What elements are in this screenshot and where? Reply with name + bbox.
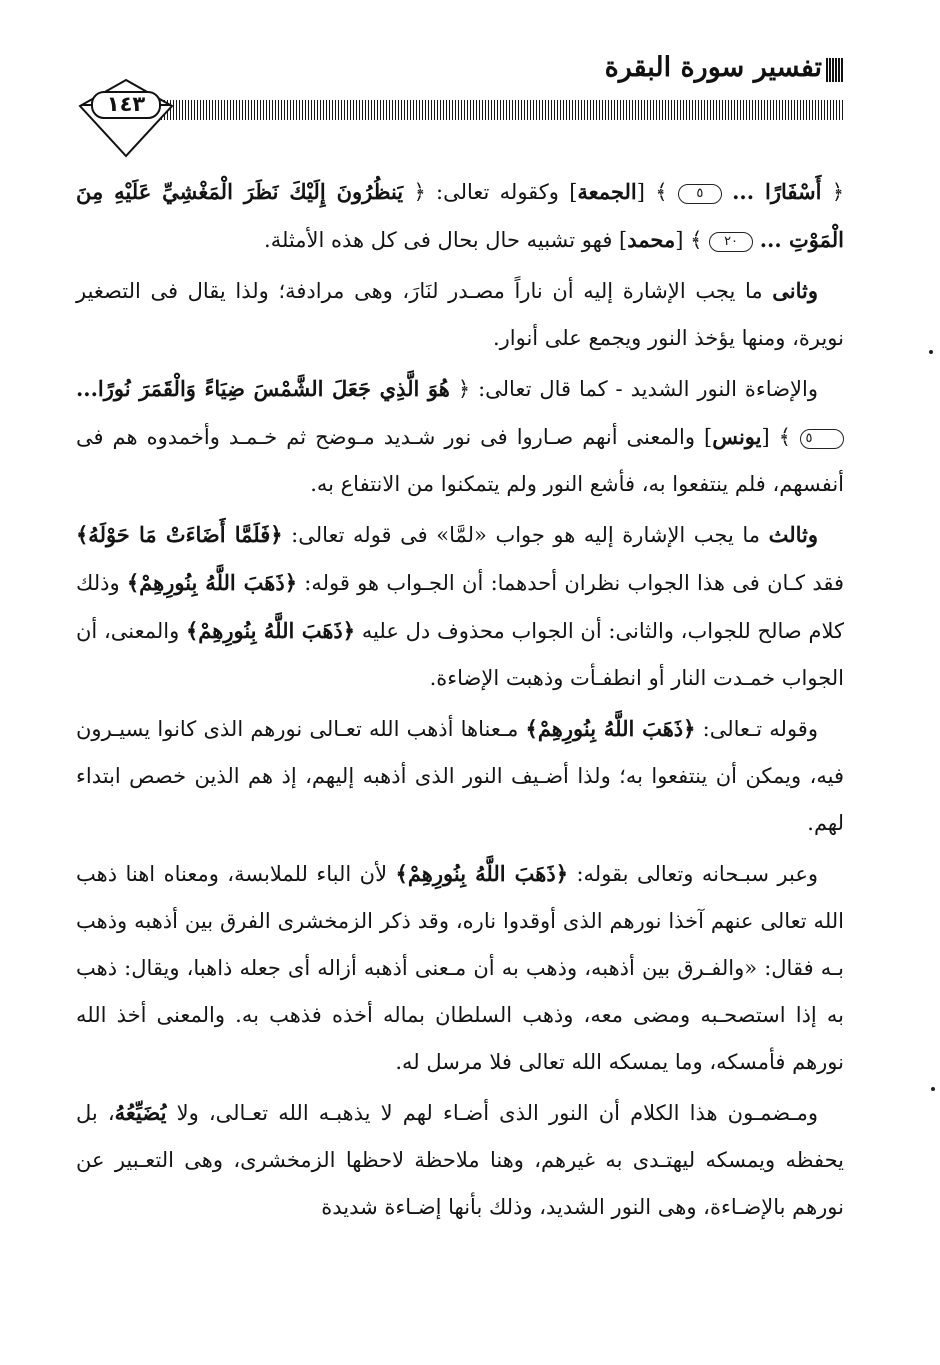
body-text: ﴾ [ — [636, 180, 678, 204]
body-text: والإضاءة النور الشديد - كما قال تعالى: ﴿ — [449, 377, 818, 401]
body-text: لأن الباء للملابسة، ومعناه اهنا ذهب الله تعالى عنهم آخذا نورهم الذى أوقدوا ناره، وقد ذكر الزمخشرى الفرق بين أذهبه وذهب بـه فقال: «والفـرق بين أذهبه، وذهب به أن مـعنى أذهبه أزاله أى جعله ذاهبا، ويقال: ذهب به إذا استصحـبه ومضى معه، وذهب السلطان بماله أخذه فذهب به. والمعنى أخذ الله نورهم فأمسكه، وما يمسكه الله تعالى فلا مرسل له. — [76, 862, 844, 1074]
body-text: ما يجب الإشارة إليه أن ناراً مصـدر لنَارَ، وهى مرادفة؛ ولذا يقال فى التصغير نويرة، ومنها يؤخذ النور ويجمع على أنوار. — [76, 279, 844, 350]
quran-verse-text: يُضَيِّعُهُ — [114, 1100, 167, 1125]
body-text: ومـضمـون هذا الكلام أن النور الذى أضـاء لهم لا يذهبـه الله تعـالى، ولا — [166, 1101, 818, 1125]
paragraph-1 — [76, 168, 844, 264]
margin-speck — [931, 1087, 935, 1091]
body-text: وذلك كلام صالح للجواب، والثانى: أن الجواب محذوف دل عليه — [76, 571, 845, 643]
quran-verse-text: ﴿ذَهَبَ اللَّهُ بِنُورِهِمْ﴾ — [186, 618, 356, 643]
quran-verse-text: يَنظُرُونَ إِلَيْكَ نَظَرَ الْمَغْشِيِّ عَلَيْهِ مِنَ الْمَوْتِ ... — [76, 179, 844, 252]
emphasis-text: يونس — [712, 424, 762, 449]
paragraph-3 — [76, 365, 844, 508]
paragraph-6 — [76, 850, 844, 1086]
body-text: فقد كـان فى هذا الجواب نظران أحدهما: أن الجـواب هو قوله: — [297, 571, 845, 595]
body-text: ] فهو تشبيه حال بحال فى كل هذه الأمثلة. — [264, 228, 628, 252]
body-text: ] والمعنى أنهم صـاروا فى نور شـديد مـوضح ثم خـمـد وأخمدوه هم فى أنفسهم، فلم ينتفعوا به، فأشع النور ولم يتمكنوا من الانتفاع به. — [76, 425, 844, 496]
body-text: والمعنى، أن الجواب خمـدت النار أو انطفـأت وذهبت الإضاءة. — [76, 619, 844, 690]
body-text: ما يجب الإشارة إليه هو جواب «لمَّا» فى قوله تعالى: — [282, 523, 769, 547]
body-text: ] وكقوله تعالى: ﴿ — [403, 180, 578, 204]
body-text: ﴿ — [821, 180, 845, 204]
body-text: ﴾ [ — [761, 425, 800, 449]
margin-speck — [929, 350, 933, 354]
page-number: ١٤٣ — [106, 92, 146, 116]
emphasis-text: وثالث — [768, 522, 818, 547]
verse-number-marker: ٥ — [678, 184, 722, 204]
emphasis-text: الجمعة — [577, 179, 637, 204]
body-text — [753, 228, 760, 252]
header-hatched-rule — [158, 100, 844, 120]
verse-number-marker: ٢٠ — [709, 232, 753, 252]
body-text: ﴾ [ — [675, 228, 710, 252]
paragraph-5 — [76, 705, 844, 847]
body-text: ، بل يحفظه ويمسكه ليهتـدى به غيرهم، وهنا ملاحظة لاحظها الزمخشرى، وهى التعـبير عن نورهم بالإضـاءة، وهى النور الشديد، وذلك بأنها إضـاءة شديدة — [76, 1101, 844, 1219]
body-text: وعبر سبـحانه وتعالى بقوله: — [568, 862, 819, 886]
quran-verse-text: ﴿ذَهَبَ اللَّهُ بِنُورِهِمْ﴾ — [395, 861, 569, 886]
emphasis-text: وثانى — [772, 278, 818, 303]
quran-verse-text: ﴿ذَهَبَ اللَّهُ بِنُورِهِمْ﴾ — [525, 716, 696, 741]
page-body — [76, 168, 844, 1231]
body-text: مـعناها أذهب الله تعـالى نورهم الذى كانوا يسيـرون فيه، ويمكن أن ينتفعوا به؛ ولذا أضـيف النور الذى أذهبه إليهم، إذ هم الذين خصص ابتداء لهم. — [76, 717, 844, 835]
paragraph-4 — [76, 511, 844, 702]
paragraph-7 — [76, 1089, 844, 1231]
body-text: وقوله تـعالى: — [695, 717, 818, 741]
quran-verse-text: هُوَ الَّذِي جَعَلَ الشَّمْسَ ضِيَاءً وَالْقَمَرَ نُورًا... — [76, 376, 450, 401]
diamond-frame-icon — [78, 78, 174, 160]
body-text — [722, 180, 732, 204]
quran-verse-text: أَسْفَارًا ... — [732, 179, 822, 204]
verse-number-marker: ٥ — [800, 429, 844, 449]
running-header-title: تفسير سورة البقرة — [604, 52, 822, 83]
paragraph-2 — [76, 267, 844, 362]
emphasis-text: محمد — [627, 227, 676, 252]
header-ornament-icon — [826, 58, 844, 82]
quran-verse-text: ﴿فَلَمَّا أَضَاءَتْ مَا حَوْلَهُ﴾ — [76, 522, 283, 547]
quran-verse-text: ﴿ذَهَبَ اللَّهُ بِنُورِهِمْ﴾ — [126, 570, 298, 595]
page-number-badge — [78, 78, 174, 160]
